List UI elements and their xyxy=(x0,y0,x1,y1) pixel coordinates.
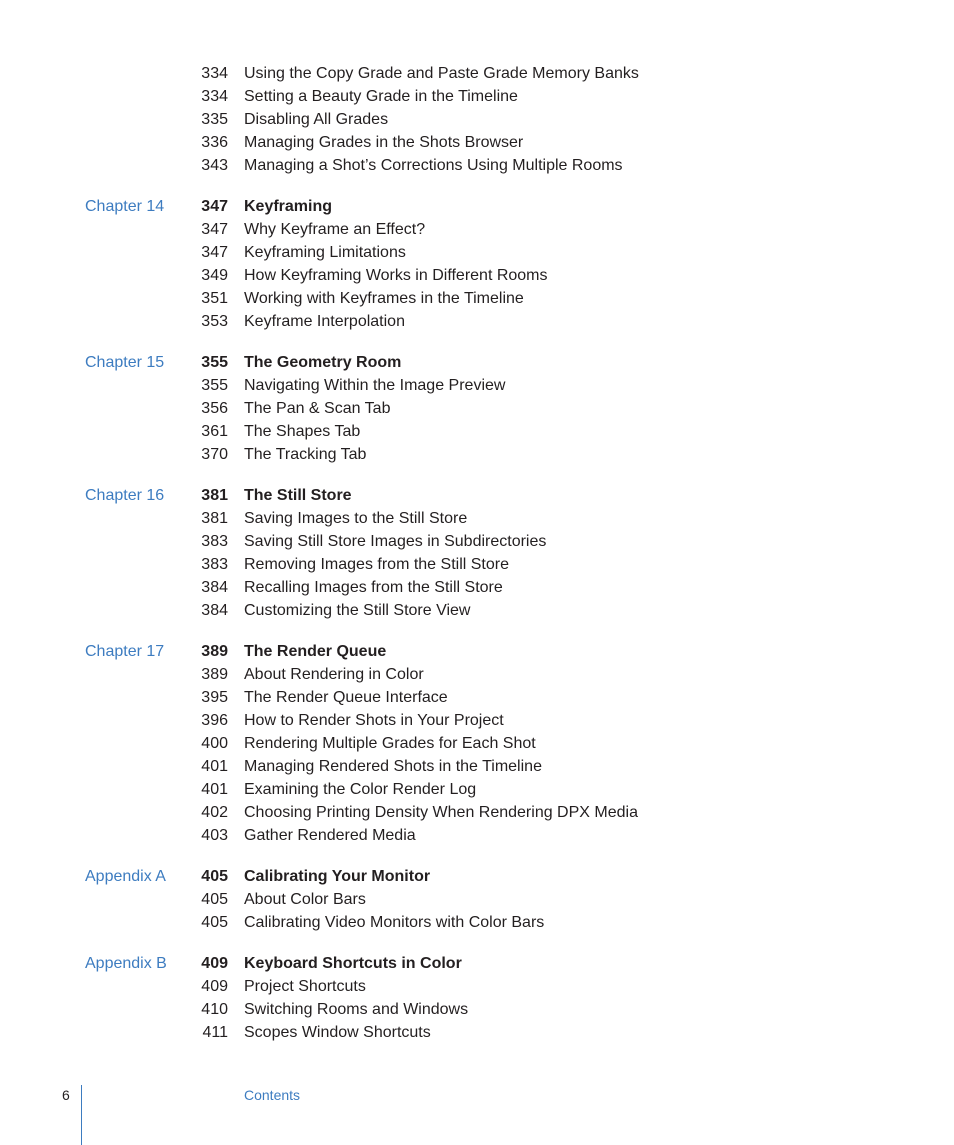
toc-entry-row[interactable] xyxy=(0,310,954,333)
toc-entry-title: Scopes Window Shortcuts xyxy=(244,1024,431,1041)
toc-entry-title: The Render Queue Interface xyxy=(244,689,448,706)
toc-page-number: 409 xyxy=(201,955,228,972)
chapter-label: Chapter 16 xyxy=(85,487,165,504)
chapter-label: Appendix B xyxy=(85,955,167,972)
toc-page-number: 347 xyxy=(201,221,228,238)
toc-section xyxy=(0,865,954,934)
toc-entry-row[interactable] xyxy=(0,975,954,998)
toc-page-number: 383 xyxy=(201,533,228,550)
toc-entry-row[interactable] xyxy=(0,663,954,686)
toc-entry-title: How to Render Shots in Your Project xyxy=(244,712,504,729)
toc-entry-row[interactable] xyxy=(0,241,954,264)
toc-page-number: 384 xyxy=(201,579,228,596)
toc-page-number: 389 xyxy=(201,643,228,660)
toc-chapter-title: The Geometry Room xyxy=(244,354,402,371)
toc-entry-row[interactable] xyxy=(0,553,954,576)
toc-page-number: 383 xyxy=(201,556,228,573)
toc-entry-title: Keyframing Limitations xyxy=(244,244,406,261)
toc-chapter-title: Keyframing xyxy=(244,198,333,215)
toc-page-number: 381 xyxy=(201,487,228,504)
toc-entry-row[interactable] xyxy=(0,530,954,553)
toc-page-number: 347 xyxy=(201,198,228,215)
toc-entry-row[interactable] xyxy=(0,218,954,241)
toc-entry-row[interactable] xyxy=(0,108,954,131)
toc-entry-title: Gather Rendered Media xyxy=(244,827,416,844)
toc-entry-row[interactable] xyxy=(0,599,954,622)
toc-entry-row[interactable] xyxy=(0,824,954,847)
toc-page-number: 381 xyxy=(201,510,228,527)
toc-chapter-heading-row[interactable] xyxy=(0,640,954,663)
toc-page-number: 403 xyxy=(201,827,228,844)
chapter-label: Chapter 17 xyxy=(85,643,165,660)
toc-entry-title: Examining the Color Render Log xyxy=(244,781,477,798)
toc-entry-title: How Keyframing Works in Different Rooms xyxy=(244,267,548,284)
toc-page-number: 351 xyxy=(201,290,228,307)
toc-entry-title: Recalling Images from the Still Store xyxy=(244,579,503,596)
toc-page-number: 410 xyxy=(201,1001,228,1018)
toc-page-number: 356 xyxy=(201,400,228,417)
toc-chapter-heading-row[interactable] xyxy=(0,952,954,975)
footer-page-number: 6 xyxy=(62,1087,70,1103)
toc-page-number: 353 xyxy=(201,313,228,330)
toc-entry-title: Managing Rendered Shots in the Timeline xyxy=(244,758,542,775)
toc-entry-title: Rendering Multiple Grades for Each Shot xyxy=(244,735,536,752)
toc-entry-title: About Color Bars xyxy=(244,891,366,908)
table-of-contents xyxy=(0,62,954,1044)
toc-page-number: 401 xyxy=(201,781,228,798)
toc-page-number: 334 xyxy=(201,88,228,105)
toc-entry-row[interactable] xyxy=(0,287,954,310)
toc-page-number: 370 xyxy=(201,446,228,463)
chapter-label: Chapter 14 xyxy=(85,198,165,215)
toc-entry-row[interactable] xyxy=(0,85,954,108)
toc-entry-row[interactable] xyxy=(0,801,954,824)
toc-entry-row[interactable] xyxy=(0,732,954,755)
toc-entry-title: Using the Copy Grade and Paste Grade Memory Banks xyxy=(244,65,639,82)
toc-entry-title: About Rendering in Color xyxy=(244,666,424,683)
toc-entry-title: Managing a Shot’s Corrections Using Multiple Rooms xyxy=(244,157,623,174)
toc-page-number: 334 xyxy=(201,65,228,82)
toc-entry-title: Why Keyframe an Effect? xyxy=(244,221,426,238)
toc-entry-title: Disabling All Grades xyxy=(244,111,389,128)
toc-entry-row[interactable] xyxy=(0,264,954,287)
toc-page-number: 396 xyxy=(201,712,228,729)
toc-entry-title: Saving Images to the Still Store xyxy=(244,510,468,527)
toc-entry-title: The Shapes Tab xyxy=(244,423,361,440)
toc-entry-title: Removing Images from the Still Store xyxy=(244,556,509,573)
toc-entry-row[interactable] xyxy=(0,131,954,154)
toc-chapter-heading-row[interactable] xyxy=(0,484,954,507)
toc-entry-title: Navigating Within the Image Preview xyxy=(244,377,506,394)
toc-chapter-heading-row[interactable] xyxy=(0,865,954,888)
toc-entry-row[interactable] xyxy=(0,709,954,732)
toc-entry-row[interactable] xyxy=(0,686,954,709)
toc-entry-title: Setting a Beauty Grade in the Timeline xyxy=(244,88,518,105)
toc-page-number: 395 xyxy=(201,689,228,706)
toc-entry-row[interactable] xyxy=(0,1021,954,1044)
toc-entry-row[interactable] xyxy=(0,154,954,177)
toc-page-number: 384 xyxy=(201,602,228,619)
toc-chapter-title: The Render Queue xyxy=(244,643,387,660)
toc-entry-title: Managing Grades in the Shots Browser xyxy=(244,134,524,151)
toc-entry-row[interactable] xyxy=(0,62,954,85)
toc-chapter-heading-row[interactable] xyxy=(0,195,954,218)
toc-entry-title: Working with Keyframes in the Timeline xyxy=(244,290,524,307)
toc-entry-title: The Tracking Tab xyxy=(244,446,367,463)
toc-entry-row[interactable] xyxy=(0,755,954,778)
toc-entry-row[interactable] xyxy=(0,374,954,397)
footer-divider xyxy=(81,1085,82,1145)
toc-section xyxy=(0,195,954,333)
toc-entry-row[interactable] xyxy=(0,420,954,443)
toc-page-number: 401 xyxy=(201,758,228,775)
toc-section xyxy=(0,640,954,847)
toc-entry-title: Switching Rooms and Windows xyxy=(244,1001,469,1018)
footer-section-label: Contents xyxy=(244,1087,301,1103)
toc-entry-title: Project Shortcuts xyxy=(244,978,366,995)
chapter-label: Chapter 15 xyxy=(85,354,165,371)
toc-section xyxy=(0,351,954,466)
toc-chapter-title: Keyboard Shortcuts in Color xyxy=(244,955,462,972)
toc-entry-title: Calibrating Video Monitors with Color Bars xyxy=(244,914,545,931)
toc-entry-title: Keyframe Interpolation xyxy=(244,313,405,330)
toc-entry-row[interactable] xyxy=(0,911,954,934)
toc-entry-row[interactable] xyxy=(0,888,954,911)
chapter-label: Appendix A xyxy=(85,868,166,885)
toc-entry-title: Customizing the Still Store View xyxy=(244,602,471,619)
toc-page-number: 343 xyxy=(201,157,228,174)
toc-page-number: 355 xyxy=(201,377,228,394)
toc-entry-title: Saving Still Store Images in Subdirectories xyxy=(244,533,547,550)
toc-entry-title: Choosing Printing Density When Rendering DPX Media xyxy=(244,804,638,821)
toc-entry-row[interactable] xyxy=(0,443,954,466)
toc-chapter-title: Calibrating Your Monitor xyxy=(244,868,431,885)
toc-page-number: 405 xyxy=(201,868,228,885)
toc-page-number: 361 xyxy=(201,423,228,440)
toc-page-number: 355 xyxy=(201,354,228,371)
toc-page-number: 411 xyxy=(202,1024,228,1041)
toc-page-number: 405 xyxy=(201,914,228,931)
toc-entry-row[interactable] xyxy=(0,998,954,1021)
toc-chapter-heading-row[interactable] xyxy=(0,351,954,374)
toc-page-number: 336 xyxy=(201,134,228,151)
toc-entry-row[interactable] xyxy=(0,507,954,530)
toc-page-number: 389 xyxy=(201,666,228,683)
toc-entry-row[interactable] xyxy=(0,576,954,599)
toc-section xyxy=(0,952,954,1044)
toc-page-number: 335 xyxy=(201,111,228,128)
toc-section xyxy=(0,484,954,622)
toc-entry-row[interactable] xyxy=(0,778,954,801)
toc-section xyxy=(0,62,954,177)
toc-page-number: 409 xyxy=(201,978,228,995)
toc-page-number: 347 xyxy=(201,244,228,261)
toc-page-number: 405 xyxy=(201,891,228,908)
toc-page-number: 402 xyxy=(201,804,228,821)
toc-chapter-title: The Still Store xyxy=(244,487,352,504)
toc-page-number: 400 xyxy=(201,735,228,752)
toc-page-number: 349 xyxy=(201,267,228,284)
toc-entry-title: The Pan & Scan Tab xyxy=(244,400,391,417)
toc-entry-row[interactable] xyxy=(0,397,954,420)
